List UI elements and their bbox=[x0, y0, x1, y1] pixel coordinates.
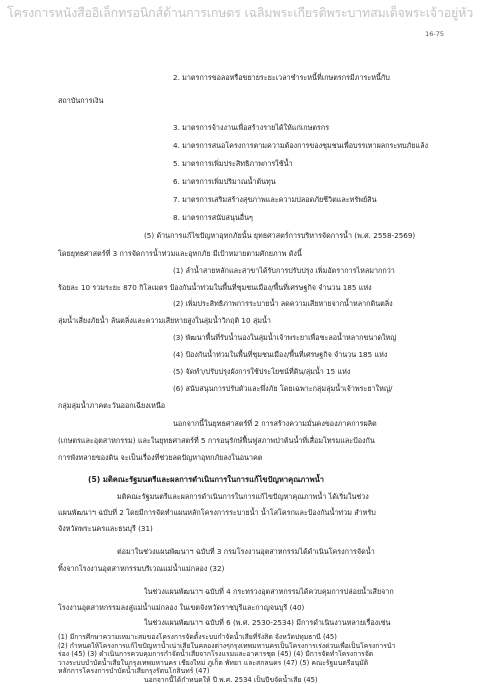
page-header-title: โครงการหนังสืออิเล็กทรอนิกส์ด้านการเกษตร เฉลิมพระเกียรติพระบาทสมเด็จพระเจ้าอยู่หัว bbox=[0, 3, 480, 23]
body-line: ต่อมาในช่วงแผนพัฒนาฯ ฉบับที่ 3 กรมโรงงานอุตสาหกรรมได้ดำเนินโครงการจัดน้ำ bbox=[117, 547, 375, 557]
body-line: (4) ป้องกันน้ำท่วมในพื้นที่ชุมชนเมือง/พื้นที่เศรษฐกิจ จำนวน 185 แห่ง bbox=[173, 350, 387, 360]
body-line: ในช่วงแผนพัฒนาฯ ฉบับที่ 4 กระทรวงอุตสาหกรรมได้ควบคุมการปล่อยน้ำเสียจาก bbox=[144, 587, 394, 597]
body-line: ร่อง (45) (3) ดำเนินการควบคุมการกำจัดน้ำเสียจากโรงแรมและอาคารชุด (45) (4) มีการจัดทำโครงการจัด bbox=[58, 650, 373, 659]
body-line: โรงงานอุตสาหกรรมลงสู่แม่น้ำแม่กลอง ในเขตจังหวัดราชบุรีและกาญจนบุรี (40) bbox=[58, 603, 304, 613]
body-line: (2) เพิ่มประสิทธิภาพการระบายน้ำ ลดความเสียหายจากน้ำหลากดินตลิ่ง bbox=[173, 299, 393, 309]
body-line: 8. มาตรการสนับสนุนอื่นๆ bbox=[173, 213, 253, 223]
body-line: 2. มาตรการขอลอหรือขยายระยะเวลาชำระหนี้ที่เกษตรกรมีภาระหนี้กับ bbox=[173, 73, 390, 83]
body-line: (1) มีการศึกษาความเหมาะสมของโครงการจัดตั้งระบบกำจัดน้ำเสียที่รังสิต จังหวัดปทุมธานี (45) bbox=[58, 633, 337, 642]
body-line: สถาบันการเงิน bbox=[58, 96, 103, 106]
body-line: กลุ่มลุ่มน้ำภาคตะวันออกเฉียงเหนือ bbox=[58, 401, 165, 411]
body-line: นอกจากนี้ในยุทธศาสตร์ที่ 2 การสร้างความมั่นคงของภาคการผลิต bbox=[173, 419, 377, 429]
body-line: (เกษตรและอุตสาหกรรม) และในยุทธศาสตร์ที่ 5 การอนุรักษ์ฟื้นฟูสภาพป่าต้นน้ำที่เสื่อมโทรมและป้องกัน bbox=[58, 436, 375, 446]
page-number: 16-75 bbox=[425, 30, 444, 38]
body-line: ในช่วงแผนพัฒนาฯ ฉบับที่ 6 (พ.ศ. 2530-2534) มีการดำเนินงานหลายเรื่องเช่น bbox=[144, 618, 390, 628]
body-line: (5) จัดทำ/ปรับปรุงผังการใช้ประโยชน์ที่ดิน/ลุ่มน้ำ 15 แห่ง bbox=[173, 367, 350, 377]
body-line: จังหวัดพระนครและธนบุรี (31) bbox=[58, 524, 153, 534]
body-line: (3) พัฒนาพื้นที่รับน้ำนองในลุ่มน้ำเจ้าพระยาเพื่อชะลอน้ำหลากขนาดใหญ่ bbox=[173, 333, 396, 343]
body-line: ร้อยละ 10 รวมระยะ 870 กิโลเมตร ป้องกันน้ำท่วมในพื้นที่ชุมชนเมือง/พื้นที่เศรษฐกิจ จำนวน 185 แห่ง bbox=[58, 283, 372, 293]
body-line: (2) กำหนดให้โครงการแก้ไขปัญหาน้ำเน่าเสียในคลองต่างๆกรุงเทพมหานครเป็นโครงการเร่งด่วนเพื่อเป็นโครงการนำ bbox=[58, 642, 395, 651]
body-line: 5. มาตรการเพิ่มประสิทธิภาพการใช้น้ำ bbox=[173, 159, 293, 169]
body-line: โดยยุทธศาสตร์ที่ 3 การจัดการน้ำท่วมและอุทกภัย มีเป้าหมายตามศักยภาพ ดังนี้ bbox=[58, 249, 302, 259]
body-line: 4. มาตรการสนอโครงการตามความต้องการของชุมชนเพื่อบรรเทาผลกระทบภัยแล้ง bbox=[173, 141, 428, 151]
body-line: (1) ลำน้ำสายหลักและสาขาได้รับการปรับปรุง เพิ่มอัตราการไหลมากกว่า bbox=[173, 266, 395, 276]
body-line: (5) ด้านการแก้ไขปัญหาอุทกภัยนั้น ยุทธศาสตร์การบริหารจัดการน้ำ (พ.ศ. 2558-2569) bbox=[144, 231, 415, 241]
body-line: ลุ่มน้ำเสี่ยงภัยน้ำ ล้นตลิ่งและความเสียหายสูงในลุ่มน้ำวิกฤติ 10 ลุ่มน้ำ bbox=[58, 316, 271, 326]
body-line: (6) สนับสนุนการปรับตัวและพึ่งภัย โดยเฉพาะกลุ่มลุ่มน้ำเจ้าพระยาใหญ่/ bbox=[173, 384, 392, 394]
body-line: 6. มาตรการเพิ่มปริมาณน้ำต้นทุน bbox=[173, 177, 276, 187]
body-line: มติคณะรัฐมนตรีและผลการดำเนินการในการแก้ไขปัญหาคุณภาพน้ำ ได้เริ่มในช่วง bbox=[117, 492, 369, 502]
body-line: นอกจากนี้ได้กำหนดให้ ปี พ.ศ. 2534 เป็นปีขจัดน้ำเสีย (45) bbox=[144, 676, 318, 684]
body-line: การพังทลายของดิน จะเป็นเรื่องที่ช่วยลดปัญหาอุทกภัยลงในอนาคต bbox=[58, 453, 262, 463]
body-line: วางระบบบำบัดน้ำเสียในกรุงเทพมหานคร เชียงใหม่ ภูเก็ต พัทยา และสกลนคร (47) (5) คณะรัฐมนตรีอนุมัติ bbox=[58, 659, 368, 668]
body-line: หลักการโครงการบำบัดน้ำเสียกรุงรัตนโกสินทร์ (47) bbox=[58, 667, 209, 676]
body-line: ทิ้งจากโรงงานอุตสาหกรรมบริเวณแม่น้ำแม่กลอง (32) bbox=[58, 564, 224, 574]
body-line: 3. มาตรการจ้างงานเพื่อสร้างรายได้ให้แก่เกษตรกร bbox=[173, 123, 329, 133]
body-line: 7. มาตรการเสริมสร้างสุขภาพและความปลอดภัยชีวิตและทรัพย์สิน bbox=[173, 195, 376, 205]
section-heading: (5) มติคณะรัฐมนตรีและผลการดำเนินการในการแก้ไขปัญหาคุณภาพน้ำ bbox=[88, 475, 324, 485]
body-line: แผนพัฒนาฯ ฉบับที่ 2 โดยมีการจัดทำแผนหลักโครงการระบายน้ำ น้ำโสโครกและป้องกันน้ำท่วม สำหรับ bbox=[58, 508, 376, 518]
